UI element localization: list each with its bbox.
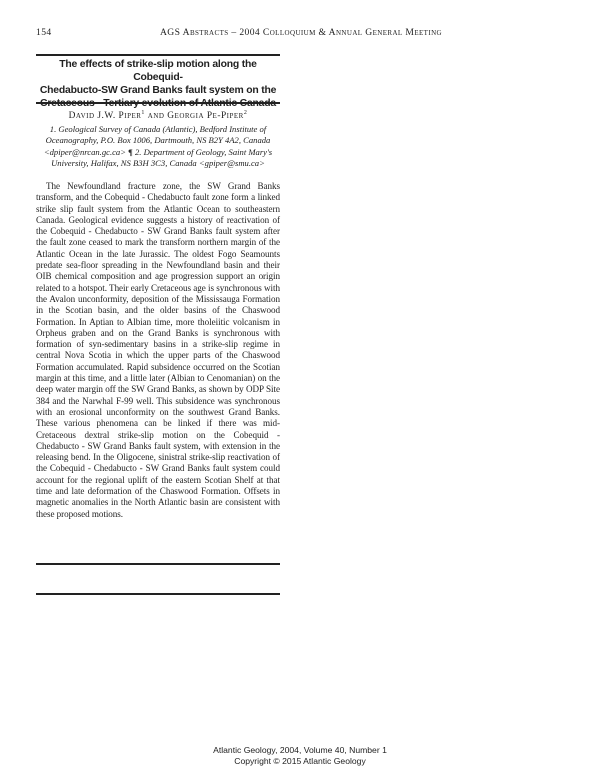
author-name: Georgia Pe-Piper [167, 111, 244, 122]
end-rule-1 [36, 563, 280, 565]
title-line: Cretaceous - Tertiary evolution of Atlantic Canada [40, 98, 276, 109]
page-number: 154 [36, 27, 52, 38]
running-head-title: AGS Abstracts – 2004 Colloquium & Annual General Meeting [159, 27, 442, 38]
paragraph-separator: ¶ [128, 146, 133, 157]
title-top-rule [36, 54, 280, 56]
title-line: The effects of strike-slip motion along the Cobequid- [59, 59, 257, 83]
author-name: David J.W. Piper [68, 111, 142, 122]
abstract-body: The Newfoundland fracture zone, the SW Grand Banks transform, and the Cobequid - Chedabucto fault zone form a linked strike slip fault system from the Atlantic Ocean to southeastern Canada. Geological evidence suggests a history of reactivation of the Cobequid - Chedabucto - SW Grand Banks fault system after the fault zone ceased to mark the transform northern margin of the Atlantic Ocean in the late Jurassic. The oldest Fogo Seamounts predate sea-floor spreading in the Newfoundland basin and their OIB chemical composition and age progression support an origin related to a hotspot. Their early Cretaceous age is synchronous with the Avalon unconformity, deposition of the Mississauga Formation in the Scotian basin, and the older basins of the Chaswood Formation. In Aptian to Albian time, more tholeiitic volcanism in Orpheus graben and on the Grand Banks is synchronous with formation of syn-sedimentary basins in a strike-slip regime in central Nova Scotia in which the upper parts of the Chaswood Formation accumulated. Rapid subsidence occurred on the Scotian margin at this time, and a little later (Albian to Cenomanian) on the deep water margin off the SW Grand Banks, as shown by ODP Site 384 and the Narwhal F-99 well. This subsidence was synchronous with an erosional unconformity on the southwest Grand Banks. These various phenomena can be linked if there was mid-Cretaceous dextral strike-slip motion on the Cobequid - Chedabucto - SW Grand Banks fault system, with extension in the releasing bend. In the Oligocene, sinistral strike-slip reactivation of the Cobequid - Chedabucto - SW Grand Banks fault system could account for the regional uplift of the eastern Scotian Shelf at that time and late deformation of the Chaswood Formation. Offsets in magnetic anomalies in the North Atlantic basin are consistent with these proposed motions. [36, 181, 280, 519]
affiliation-line: University, Halifax, NS B3H 3C3, Canada <gpiper@smu.ca> [51, 157, 265, 168]
email-address: <dpiper@nrcan.gc.ca> [43, 146, 127, 157]
author-joiner: and [147, 111, 165, 122]
title-line: Chedabucto-SW Grand Banks fault system on the [39, 85, 277, 96]
affiliation-line [40, 147, 276, 158]
author-list [36, 110, 280, 121]
affiliation-mark: 1 [141, 110, 145, 116]
affiliation-line: 1. Geological Survey of Canada (Atlantic), Bedford Institute of [49, 124, 267, 134]
affiliation-mark: 2 [243, 110, 248, 116]
page-footer [180, 745, 420, 767]
journal-citation: Atlantic Geology, 2004, Volume 40, Number 1 [213, 745, 387, 755]
affiliation-text: 2. Department of Geology, Saint Mary's [134, 146, 273, 157]
copyright-notice: Copyright © 2015 Atlantic Geology [234, 756, 366, 766]
end-rule-2 [36, 593, 280, 595]
title-bottom-rule [36, 102, 280, 104]
affiliations [40, 124, 276, 169]
affiliation-line: Oceanography, P.O. Box 1006, Dartmouth, NS B2Y 4A2, Canada [45, 135, 271, 146]
